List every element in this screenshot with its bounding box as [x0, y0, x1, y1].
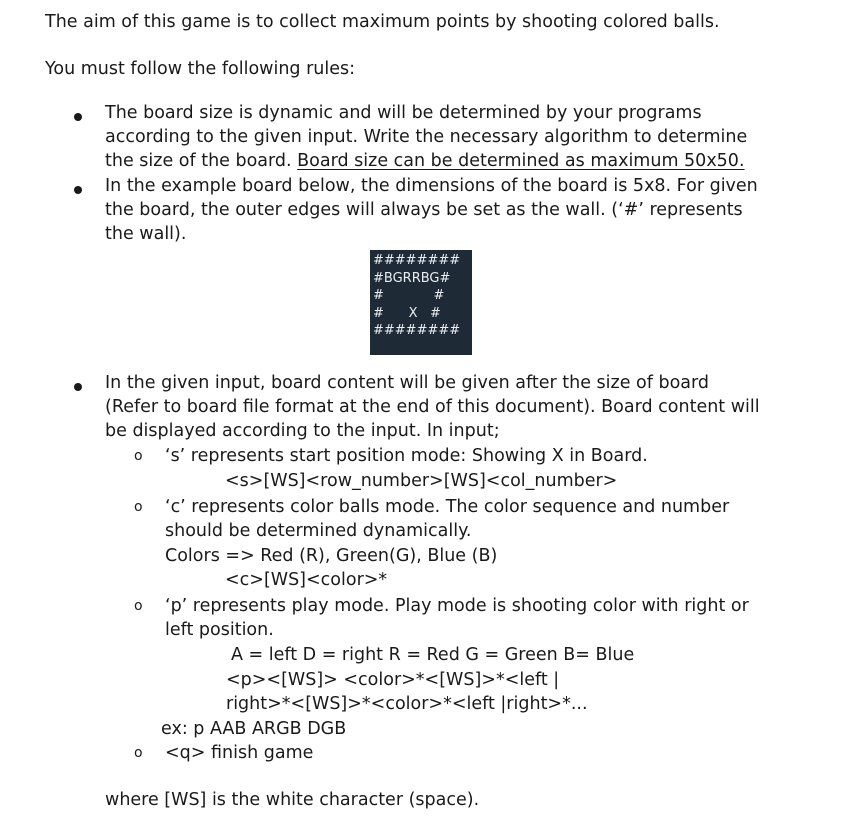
- intro-aim: The aim of this game is to collect maximum points by shooting colored balls.: [45, 12, 720, 32]
- sub-c-colors: Colors => Red (R), Green(G), Blue (B): [165, 546, 498, 566]
- bullet-rule-3: [74, 383, 82, 391]
- sub-c-line-1: ‘c’ represents color balls mode. The color sequence and number: [165, 497, 730, 517]
- sub-bullet-p: o: [134, 598, 143, 614]
- rule-1-max-size-note: Board size can be determined as maximum 50x50.: [297, 151, 745, 171]
- sub-p-line-1: ‘p’ represents play mode. Play mode is shooting color with right or: [165, 596, 749, 616]
- sub-s-format: <s>[WS]<row_number>[WS]<col_number>: [225, 471, 618, 491]
- ws-note: where [WS] is the white character (space).: [105, 790, 480, 810]
- rule-2-line-2: the board, the outer edges will always be set as the wall. (‘#’ represents: [105, 200, 743, 220]
- rule-1-line-3-plain: the size of the board.: [105, 151, 298, 171]
- rule-2-line-1: In the example board below, the dimensions of the board is 5x8. For given: [105, 176, 758, 196]
- rule-3-line-1: In the given input, board content will be given after the size of board: [105, 373, 709, 393]
- sub-c-line-2: should be determined dynamically.: [165, 521, 472, 541]
- sub-bullet-s: o: [134, 448, 143, 464]
- rule-3-line-2: (Refer to board file format at the end of this document). Board content will: [105, 397, 760, 417]
- board-row: # #: [373, 288, 445, 303]
- board-row: ########: [373, 253, 461, 268]
- sub-p-format-2: right>*<[WS]>*<color>*<left |right>*...: [226, 694, 588, 714]
- rules-header: You must follow the following rules:: [45, 59, 356, 79]
- sub-bullet-c: o: [134, 499, 143, 515]
- sub-p-format-1: <p><[WS]> <color>*<[WS]>*<left |: [226, 670, 560, 690]
- sub-c-format: <c>[WS]<color>*: [225, 570, 388, 590]
- rule-2-line-3: the wall).: [105, 224, 187, 244]
- rule-1-line-3: [105, 149, 745, 173]
- rule-1-line-1: The board size is dynamic and will be determined by your programs: [105, 103, 702, 123]
- board-row: #BGRRBG#: [373, 270, 451, 286]
- sub-s-line-1: ‘s’ represents start position mode: Showing X in Board.: [165, 446, 648, 466]
- bullet-rule-2: [74, 186, 82, 194]
- sub-p-line-2: left position.: [165, 620, 274, 640]
- rule-3-line-3: be displayed according to the input. In input;: [105, 421, 500, 441]
- example-board: [370, 250, 472, 355]
- bullet-rule-1: [74, 113, 82, 121]
- sub-p-example: ex: p AAB ARGB DGB: [161, 719, 347, 739]
- rule-1-line-2: according to the given input. Write the necessary algorithm to determine: [105, 127, 748, 147]
- sub-p-keys: A = left D = right R = Red G = Green B= Blue: [231, 645, 635, 665]
- sub-q-line-1: <q> finish game: [165, 743, 314, 763]
- board-row: # X #: [373, 305, 441, 321]
- sub-bullet-q: o: [134, 745, 143, 761]
- board-row: ########: [373, 323, 461, 338]
